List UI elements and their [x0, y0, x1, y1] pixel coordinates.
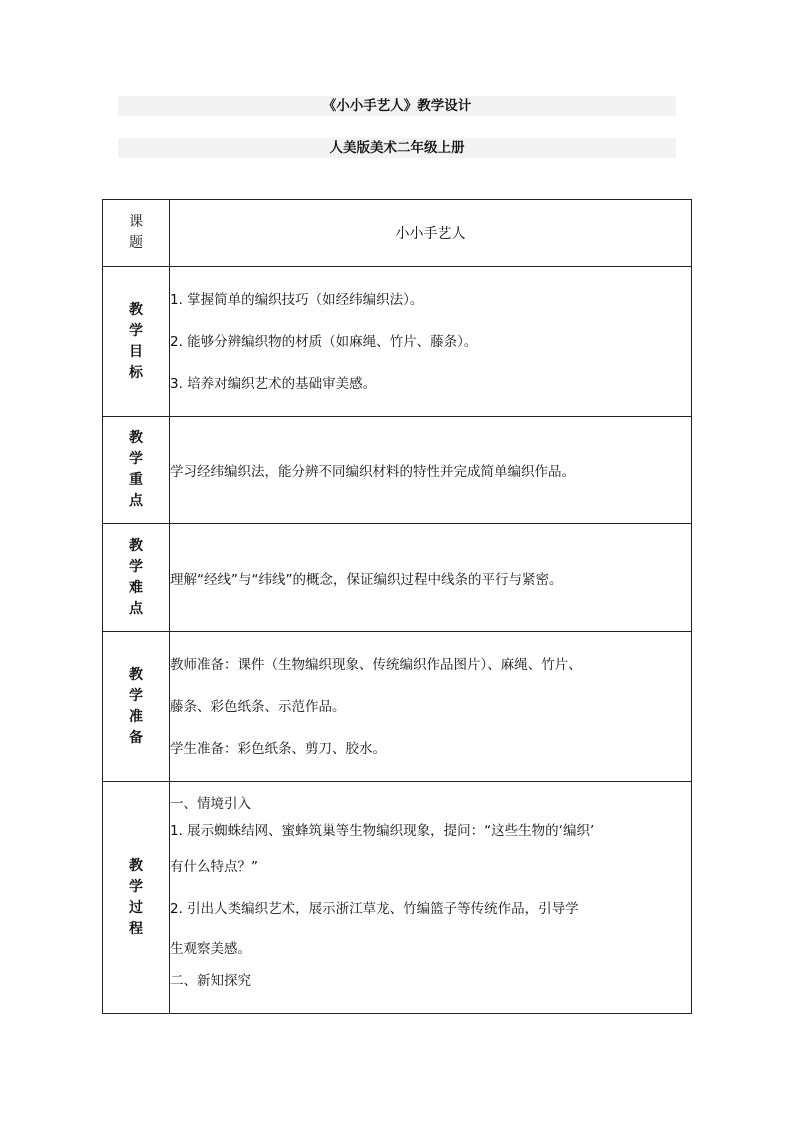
row-objectives: [103, 267, 692, 417]
label-char: 过: [129, 899, 143, 916]
row-key-points: [103, 417, 692, 524]
label-char: 学: [129, 687, 143, 704]
label-char: 学: [129, 451, 143, 467]
label-char: 题: [129, 235, 143, 251]
label-difficulties: [103, 524, 170, 632]
preparation-content: [170, 632, 692, 782]
label-char: 点: [129, 600, 143, 617]
objective-item: 1. 掌握简单的编织技巧（如经纬编织法）。: [170, 291, 424, 308]
row-difficulties: [103, 524, 692, 632]
label-char: 学: [129, 322, 143, 339]
label-char: 教: [129, 666, 143, 683]
key-points-content: [170, 417, 692, 524]
label-char: 重: [129, 472, 143, 488]
label-char: 教: [129, 857, 143, 874]
topic-value: 小小手艺人: [170, 200, 692, 267]
objective-item: 2. 能够分辨编织物的材质（如麻绳、竹片、藤条）。: [170, 333, 478, 350]
label-char: 标: [129, 364, 143, 381]
key-points-text: 学习经纬编织法，能分辨不同编织材料的特性并完成简单编织作品。: [170, 464, 575, 480]
label-char: 准: [129, 708, 143, 725]
process-line: 二、新知探究: [170, 973, 251, 989]
label-char: 学: [129, 558, 143, 575]
document-subtitle: 人美版美术二年级上册: [118, 138, 676, 158]
row-preparation: [103, 632, 692, 782]
label-char: 目: [129, 343, 143, 360]
document-title: 《小小手艺人》教学设计: [118, 96, 676, 116]
difficulties-text: 理解“经线”与“纬线”的概念，保证编织过程中线条的平行与紧密。: [170, 571, 563, 588]
process-line: 一、情境引入: [170, 796, 251, 812]
label-topic: [103, 200, 170, 267]
label-char: 教: [129, 301, 143, 318]
row-topic: [103, 200, 692, 267]
label-char: 程: [129, 920, 143, 937]
label-char: 教: [129, 430, 143, 446]
objectives-content: [170, 267, 692, 417]
label-key-points: [103, 417, 170, 524]
preparation-line: 藤条、彩色纸条、示范作品。: [170, 698, 346, 715]
label-char: 备: [129, 729, 143, 746]
label-char: 学: [129, 878, 143, 895]
label-preparation: [103, 632, 170, 782]
label-objectives: [103, 267, 170, 417]
difficulties-content: [170, 524, 692, 632]
preparation-line: 学生准备：彩色纸条、剪刀、胶水。: [170, 740, 386, 757]
preparation-line: 教师准备：课件（生物编织现象、传统编织作品图片）、麻绳、竹片、: [170, 656, 582, 673]
process-line: 1. 展示蜘蛛结网、蜜蜂筑巢等生物编织现象，提问：“这些生物的‘编织’: [170, 823, 595, 839]
label-process: [103, 782, 170, 1014]
label-char: 教: [129, 537, 143, 554]
process-line: 生观察美感。: [170, 941, 251, 957]
label-char: 难: [129, 579, 143, 596]
process-line: 2. 引出人类编织艺术，展示浙江草龙、竹编篮子等传统作品，引导学: [170, 901, 579, 917]
label-char: 点: [129, 493, 143, 509]
lesson-plan-table: [102, 199, 692, 1014]
process-line: 有什么特点？”: [170, 859, 258, 875]
process-content: [170, 782, 692, 1014]
label-char: 课: [129, 214, 143, 230]
objective-item: 3. 培养对编织艺术的基础审美感。: [170, 375, 377, 392]
row-process: [103, 782, 692, 1014]
